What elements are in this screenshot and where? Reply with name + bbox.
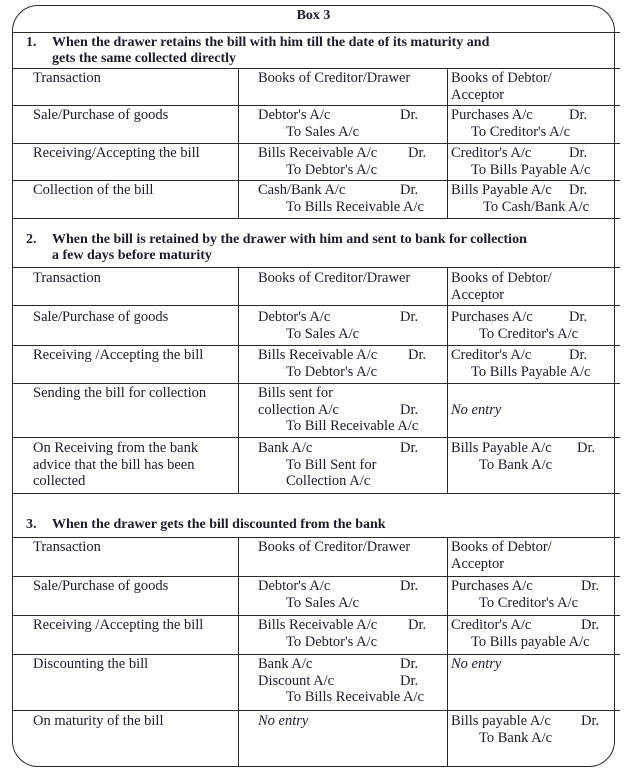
debtor-entry-cell [451,440,613,473]
divider [12,218,620,219]
transaction-line1: On Receiving from the bank [33,440,199,456]
transaction-line2: advice that the bill has been [33,456,195,473]
debit-account: Creditor's A/c [451,347,532,363]
debit-account: Debtor's A/c [258,578,331,594]
credit-account: To Bank A/c [479,456,553,473]
debit-account: Bank A/c [258,656,313,672]
section-heading-line1-wrap [26,517,614,533]
debit-account: Purchases A/c [451,309,533,325]
dr-mark: Dr. [400,401,419,418]
column-header-debtor [451,539,613,572]
section-3-heading [26,517,614,533]
column-header-debtor-line2: Acceptor [451,86,505,103]
transaction-cell: Sale/Purchase of goods [33,107,169,123]
section-number: 2. [26,232,37,247]
creditor-entry-cell [258,385,444,435]
column-header-debtor-line1: Books of Debtor/ [451,70,552,86]
column-header-debtor [451,270,613,303]
divider [12,437,620,438]
dr-mark: Dr. [581,617,600,633]
column-divider [238,267,239,493]
debit-account-line1: Bills sent for [258,385,333,401]
section-1-heading [26,35,614,67]
debit-account: Bills Receivable A/c [258,347,378,363]
credit-account-line1: To Bill Sent for [286,456,377,473]
credit-account: To Bills Receivable A/c [286,689,424,705]
credit-account: To Creditor's A/c [471,123,571,140]
transaction-cell: Collection of the bill [33,182,154,198]
credit-account: To Debtor's A/c [286,161,378,178]
debit-account: Bills Payable A/c [451,182,552,198]
debit-account: Debtor's A/c [258,309,331,325]
divider [12,383,620,384]
dr-mark: Dr. [569,145,588,161]
dr-mark: Dr. [581,578,600,594]
credit-account: To Sales A/c [286,325,360,342]
no-entry-text: No entry [258,713,309,729]
divider [12,32,620,33]
debit-account-line2: collection A/c [258,401,339,418]
column-divider [447,537,448,767]
transaction-cell [33,440,235,490]
section-heading-line1: When the drawer retains the bill with him till the date of its maturity and [52,35,490,50]
debit-account: Creditor's A/c [451,617,532,633]
divider [12,267,620,268]
column-header-creditor: Books of Creditor/Drawer [258,70,411,86]
divider [12,615,620,616]
transaction-cell: Sending the bill for collection [33,385,207,401]
no-entry-text: No entry [451,402,502,418]
divider [12,654,620,655]
transaction-cell: Receiving/Accepting the bill [33,145,200,161]
section-heading-line2: gets the same collected directly [52,51,237,66]
transaction-cell: Sale/Purchase of goods [33,309,169,325]
column-divider [447,68,448,218]
dr-mark: Dr. [408,145,427,161]
divider [12,537,620,538]
debtor-entry-cell [451,617,613,650]
credit-account: To Debtor's A/c [286,633,378,650]
dr-mark: Dr. [400,672,419,689]
creditor-entry-cell [258,578,444,611]
dr-mark: Dr. [408,347,427,363]
dr-mark: Dr. [400,309,419,325]
divider [12,143,620,144]
credit-account: To Bank A/c [479,729,553,746]
divider [12,576,620,577]
dr-mark: Dr. [400,578,419,594]
column-header-debtor-line2: Acceptor [451,286,505,303]
debtor-entry-cell [451,107,613,140]
dr-mark: Dr. [400,440,419,456]
column-divider [238,68,239,218]
creditor-entry-cell [258,347,444,380]
section-number: 1. [26,35,37,50]
creditor-entry-cell [258,107,444,140]
credit-account: To Debtor's A/c [286,363,378,380]
column-header-debtor [451,70,613,103]
divider [12,710,620,711]
no-entry-text: No entry [451,656,502,672]
dr-mark: Dr. [400,182,419,198]
section-heading-line2: a few days before maturity [52,248,212,263]
debtor-entry-cell [451,309,613,342]
debtor-entry-cell [451,145,613,178]
dr-mark: Dr. [408,617,427,633]
column-header-debtor-line1: Books of Debtor/ [451,270,552,286]
debit-account: Debtor's A/c [258,107,331,123]
credit-account: To Bill Receivable A/c [286,418,419,434]
transaction-line3: collected [33,473,86,489]
transaction-cell: Receiving /Accepting the bill [33,347,204,363]
column-header-transaction: Transaction [33,270,101,286]
column-header-transaction: Transaction [33,539,101,555]
debit-account: Cash/Bank A/c [258,182,346,198]
debit-account: Purchases A/c [451,107,533,123]
dr-mark: Dr. [569,309,588,325]
debtor-entry-cell [451,713,613,746]
section-2-heading [26,232,614,264]
column-divider [447,267,448,493]
dr-mark: Dr. [400,656,419,672]
transaction-cell: Discounting the bill [33,656,149,672]
transaction-cell: Sale/Purchase of goods [33,578,169,594]
transaction-cell: On maturity of the bill [33,713,164,729]
creditor-entry-cell [258,617,444,650]
box-title: Box 3 [296,8,331,23]
divider [12,180,620,181]
credit-account: To Creditor's A/c [479,594,579,611]
transaction-cell: Receiving /Accepting the bill [33,617,204,633]
section-number: 3. [26,517,37,532]
debit-account: Bills Payable A/c [451,440,552,456]
divider [12,345,620,346]
credit-account: To Cash/Bank A/c [483,198,590,215]
column-divider [238,537,239,767]
credit-account: To Sales A/c [286,123,360,140]
debit-account: Bank A/c [258,440,313,456]
creditor-entry-cell [258,182,444,215]
dr-mark: Dr. [569,182,588,198]
dr-mark: Dr. [581,713,600,729]
column-header-transaction: Transaction [33,70,101,86]
debit-account: Bills Receivable A/c [258,617,378,633]
debtor-entry-cell [451,347,613,380]
creditor-entry-cell [258,309,444,342]
credit-account-line2: Collection A/c [286,473,371,489]
dr-mark: Dr. [569,107,588,123]
creditor-entry-cell [258,656,444,706]
section-heading-line1: When the drawer gets the bill discounted from the bank [52,517,386,532]
dr-mark: Dr. [569,347,588,363]
debit-account: Bills payable A/c [451,713,551,729]
credit-account: To Bills Payable A/c [471,161,591,178]
credit-account: To Bills payable A/c [471,633,590,650]
credit-account: To Bills Payable A/c [471,363,591,380]
creditor-entry-cell [258,440,444,490]
debit-account: Purchases A/c [451,578,533,594]
credit-account: To Creditor's A/c [479,325,579,342]
debit-account: Bills Receivable A/c [258,145,378,161]
column-header-creditor: Books of Creditor/Drawer [258,539,411,555]
section-heading-line1: When the bill is retained by the drawer with him and sent to bank for collection [52,232,527,247]
debit-account: Creditor's A/c [451,145,532,161]
dr-mark: Dr. [577,440,596,456]
debtor-entry-cell [451,578,613,611]
divider [12,68,620,69]
divider [12,105,620,106]
debtor-entry-cell [451,182,613,215]
credit-account: To Bills Receivable A/c [286,198,424,215]
divider [12,493,620,494]
column-header-debtor-line1: Books of Debtor/ [451,539,552,555]
column-header-debtor-line2: Acceptor [451,555,505,572]
dr-mark: Dr. [400,107,419,123]
credit-account: To Sales A/c [286,594,360,611]
creditor-entry-cell [258,145,444,178]
section-heading-line1-wrap [26,35,614,51]
divider [12,305,620,306]
column-header-creditor: Books of Creditor/Drawer [258,270,411,286]
debit-account: Discount A/c [258,672,335,689]
section-heading-line1-wrap [26,232,614,248]
